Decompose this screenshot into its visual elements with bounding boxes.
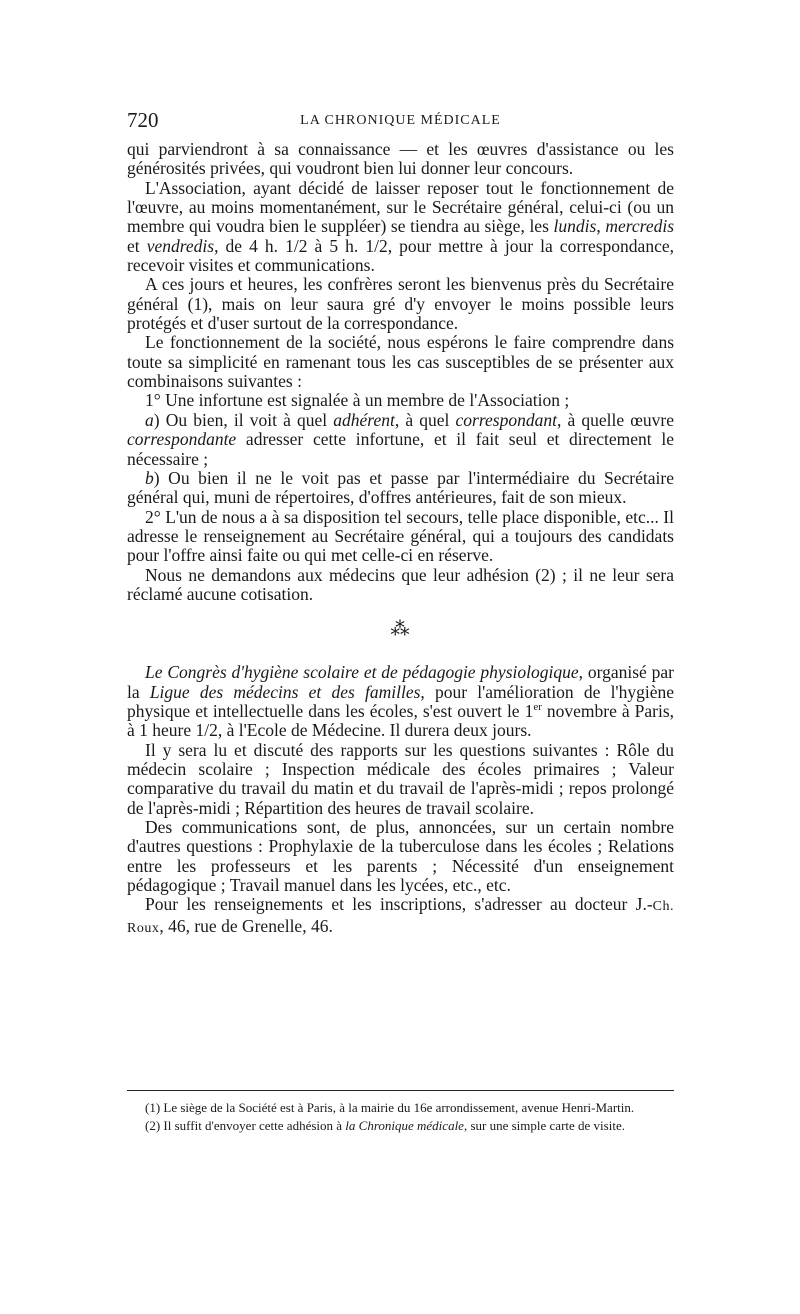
paragraph-5: 1° Une infortune est signalée à un membre de l'Association ;: [145, 390, 570, 411]
italic-correspondante: correspondante: [127, 429, 237, 450]
paragraph-9: Nous ne demandons aux médecins que leur adhésion (2) ; il ne leur sera réclamé aucune cotisation.: [127, 564, 674, 604]
paragraph-1: qui parviendront à sa connaissance — et les œuvres d'assistance ou les générosités privées, qui voudront bien lui donner leur concours.: [127, 139, 674, 179]
italic-vendredis: vendredis: [146, 235, 215, 256]
footnote-1: (1) Le siège de la Société est à Paris, à la mairie du 16e arrondissement, avenue Henri-Martin.: [145, 1100, 635, 1115]
italic-ligue: Ligue des médecins et des familles: [149, 681, 421, 702]
footnote-2: (2) Il suffit d'envoyer cette adhésion à la Chronique médicale, sur une simple carte de visite.: [145, 1118, 625, 1133]
paragraph-8: 2° L'un de nous a à sa disposition tel secours, telle place disponible, etc... Il adresse le renseignement au Secrétaire général, qui a toujours des candidats pour l'offre ainsi faite ou qui met celle-ci en réserve.: [127, 506, 674, 566]
paragraph-3: A ces jours et heures, les confrères seront les bienvenus près du Secrétaire général (1), mais on leur saura gré d'y envoyer le moins possible leurs protégés et d'user surtout de la correspondance.: [127, 274, 674, 334]
paragraph-13: Pour les renseignements et les inscriptions, s'adresser au docteur J.-Ch. Roux, 46, rue de Grenelle, 46.: [127, 894, 674, 936]
paragraph-10: Le Congrès d'hygiène scolaire et de pédagogie physiologique, organisé par la Ligue des médecins et des familles, pour l'amélioration de l'hygiène physique et intellectuelle dans les écoles, s'est ouvert le 1er novembre à Paris, à 1 heure 1/2, à l'Ecole de Médecine. Il durera deux jours.: [127, 662, 674, 741]
list-label-a: a: [145, 409, 154, 430]
list-label-b: b: [145, 467, 154, 488]
italic-journal-title: la Chronique médicale: [345, 1118, 464, 1133]
footnote-rule: [127, 1090, 674, 1091]
paragraph-4: Le fonctionnement de la société, nous espérons le faire comprendre dans toute sa simplicité en ramenant tous les cas susceptibles de se présenter aux combinaisons suivantes :: [127, 332, 674, 392]
superscript-er: er: [533, 701, 542, 714]
smallcaps-ch: Ch.: [652, 899, 674, 915]
paragraph-11: Il y sera lu et discuté des rapports sur les questions suivantes : Rôle du médecin scolaire ; Inspection médicale des écoles primaires ; Valeur comparative du travail du matin et du travail de l'après-midi ; repos prolongé de l'après-midi ; Répartition des heures de travail scolaire.: [127, 739, 674, 818]
italic-lundis: lundis: [553, 216, 597, 237]
page-number: 720: [127, 108, 159, 132]
paragraph-7: b) Ou bien il ne le voit pas et passe par l'intermédiaire du Secrétaire général qui, muni de répertoires, d'offres antérieures, fait de son mieux.: [127, 467, 674, 508]
smallcaps-roux: Roux: [127, 920, 160, 936]
running-title: LA CHRONIQUE MÉDICALE: [300, 113, 501, 128]
italic-mercredis: mercredis: [605, 216, 675, 237]
page-header: [127, 108, 674, 136]
italic-adherent: adhérent: [333, 409, 395, 430]
paragraph-6: a) Ou bien, il voit à quel adhérent, à quel correspondant, à quelle œuvre correspondante adresser cette infortune, et il fait seul et directement le nécessaire ;: [127, 409, 674, 469]
body-text: [127, 140, 674, 938]
asterism-separator: ⁂: [390, 619, 411, 641]
italic-correspondant: correspondant: [455, 409, 557, 430]
italic-congress-title: Le Congrès d'hygiène scolaire et de pédagogie physiologique: [145, 662, 579, 683]
footnotes: [127, 1100, 674, 1136]
paragraph-2: L'Association, ayant décidé de laisser reposer tout le fonctionnement de l'œuvre, au moins momentanément, sur le Secrétaire général, celui-ci (ou un membre qui voudra bien le suppléer) se tiendra au siège, les lundis, mercredis et vendredis, de 4 h. 1/2 à 5 h. 1/2, pour mettre à jour la correspondance, recevoir visites et communications.: [127, 177, 675, 276]
paragraph-12: Des communications sont, de plus, annoncées, sur un certain nombre d'autres questions : Prophylaxie de la tuberculose dans les écoles ; Relations entre les professeurs et les parents ; Nécessité d'un enseignement pédagogique ; Travail manuel dans les lycées, etc., etc.: [127, 817, 674, 896]
